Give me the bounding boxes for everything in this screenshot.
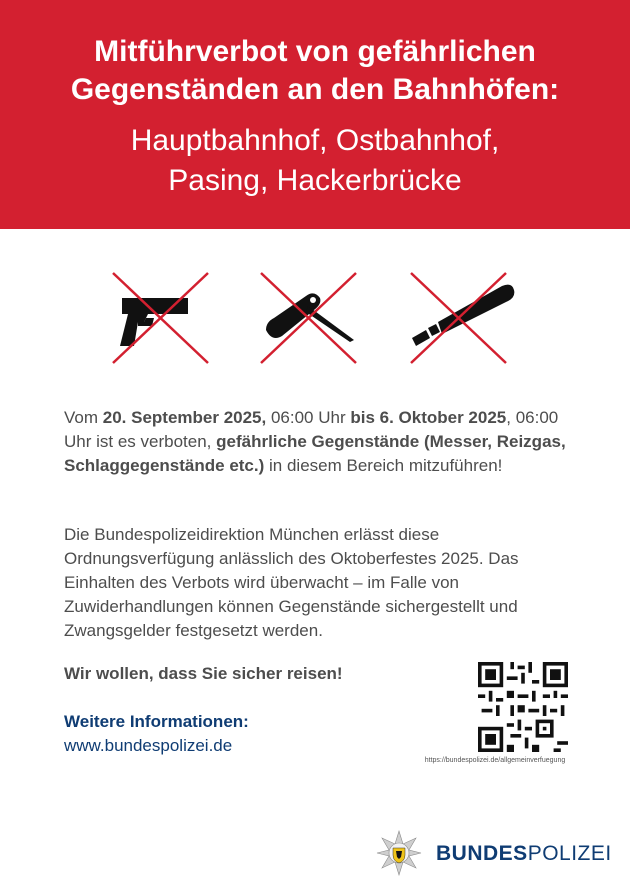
title-line-2: Gegenständen an den Bahnhöfen:	[70, 73, 560, 106]
stations-line-2: Pasing, Hackerbrücke	[168, 164, 462, 197]
notice-text: Vom	[64, 408, 103, 427]
prohibited-items: gefährliche Gegenstände (Messer, Reizgas, Schlaggegenstände etc.)	[64, 432, 566, 475]
header-banner	[0, 0, 630, 229]
stations-line-1: Hauptbahnhof, Ostbahnhof,	[130, 124, 500, 157]
qr-code[interactable]	[478, 662, 568, 752]
brand-part-1: BUNDES	[436, 842, 528, 865]
slogan: Wir wollen, dass Sie sicher reisen!	[64, 664, 343, 683]
knife-icon	[256, 268, 366, 368]
start-date: 20. September 2025,	[102, 408, 267, 427]
page-title	[0, 33, 630, 109]
more-info-link[interactable]: www.bundespolizei.de	[64, 736, 233, 755]
baton-icon	[406, 268, 516, 368]
brand-part-2: POLIZEI	[527, 842, 612, 865]
notice-text: , 06:00 Uhr ist es verboten,	[64, 408, 559, 451]
pistol-icon	[108, 268, 218, 368]
notice-text: in diesem Bereich mitzuführen!	[264, 456, 503, 475]
end-date: bis 6. Oktober 2025	[350, 408, 507, 427]
prohibited-items-icons	[0, 268, 630, 368]
title-line-1: Mitführverbot von gefährlichen	[94, 35, 536, 68]
more-info-label: Weitere Informationen:	[64, 712, 249, 731]
order-explanation: Die Bundespolizeidirektion München erlässt diese Ordnungsverfügung anlässlich des Oktoberfestes 2025. Das Einhalten des Verbots wird überwacht – im Falle von Zuwiderhandlungen können Gegenstände sichergestellt und Zwangsgelder festgesetzt werden.	[64, 525, 519, 640]
qr-caption: https://bundespolizei.de/allgemeinverfuegung	[424, 757, 566, 764]
bundespolizei-star-logo	[376, 830, 422, 876]
notice-text: 06:00 Uhr	[266, 408, 351, 427]
station-list	[0, 121, 630, 201]
prohibition-notice	[64, 406, 574, 478]
bundespolizei-wordmark	[436, 842, 612, 866]
